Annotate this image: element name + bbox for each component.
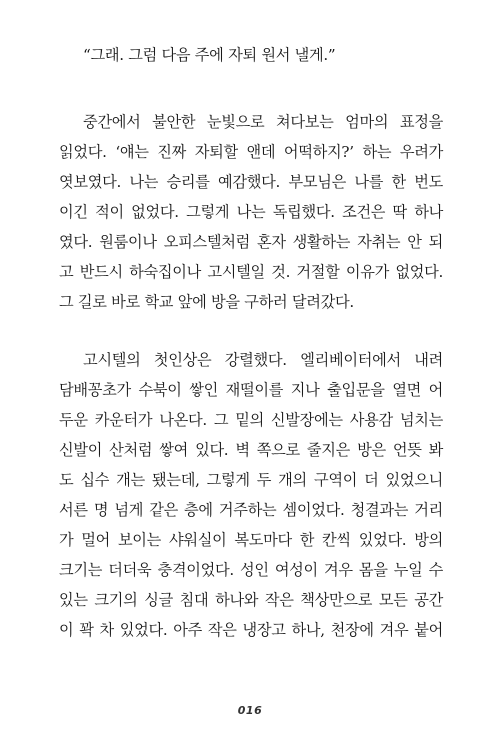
dialogue-line: “그래. 그럼 다음 주에 자퇴 원서 낼게.” [83, 46, 336, 64]
paragraph-2-line-6: 서른 명 넘게 같은 층에 거주하는 셈이었다. 청결과는 거리 [59, 501, 443, 519]
page-number: 016 [237, 704, 263, 717]
paragraph-2-line-3: 두운 카운터가 나온다. 그 밑의 신발장에는 사용감 넘치는 [59, 411, 443, 429]
paragraph-2-line-1: 고시텔의 첫인상은 강렬했다. 엘리베이터에서 내려 [83, 351, 443, 369]
paragraph-1-line-6: 고 반드시 하숙집이나 고시텔일 것. 거절할 이유가 없었다. [59, 263, 443, 281]
paragraph-1-line-7: 그 길로 바로 학교 앞에 방을 구하러 달려갔다. [59, 293, 354, 311]
paragraph-2-line-9: 있는 크기의 싱글 침대 하나와 작은 책상만으로 모든 공간 [59, 591, 443, 609]
paragraph-2-line-2: 담배꽁초가 수북이 쌓인 재떨이를 지나 출입문을 열면 어 [59, 381, 443, 399]
paragraph-2-line-5: 도 십수 개는 됐는데, 그렇게 두 개의 구역이 더 있었으니 [59, 471, 443, 489]
paragraph-2-line-7: 가 멀어 보이는 샤워실이 복도마다 한 칸씩 있었다. 방의 [59, 531, 443, 549]
paragraph-1-line-5: 였다. 원룸이나 오피스텔처럼 혼자 생활하는 자취는 안 되 [59, 233, 443, 251]
paragraph-1-line-3: 엿보였다. 나는 승리를 예감했다. 부모님은 나를 한 번도 [59, 173, 443, 191]
paragraph-1-line-1: 중간에서 불안한 눈빛으로 쳐다보는 엄마의 표정을 [83, 113, 443, 131]
paragraph-1-line-4: 이긴 적이 없었다. 그렇게 나는 독립했다. 조건은 딱 하나 [59, 203, 443, 221]
paragraph-2-line-4: 신발이 산처럼 쌓여 있다. 벽 쪽으로 줄지은 방은 언뜻 봐 [59, 441, 443, 459]
paragraph-2-line-10: 이 꽉 차 있었다. 아주 작은 냉장고 하나, 천장에 겨우 붙어 [59, 621, 443, 639]
paragraph-1-line-2: 읽었다. ‘얘는 진짜 자퇴할 앤데 어떡하지?’ 하는 우려가 [59, 143, 443, 161]
paragraph-2-line-8: 크기는 더더욱 충격이었다. 성인 여성이 겨우 몸을 누일 수 [59, 561, 443, 579]
